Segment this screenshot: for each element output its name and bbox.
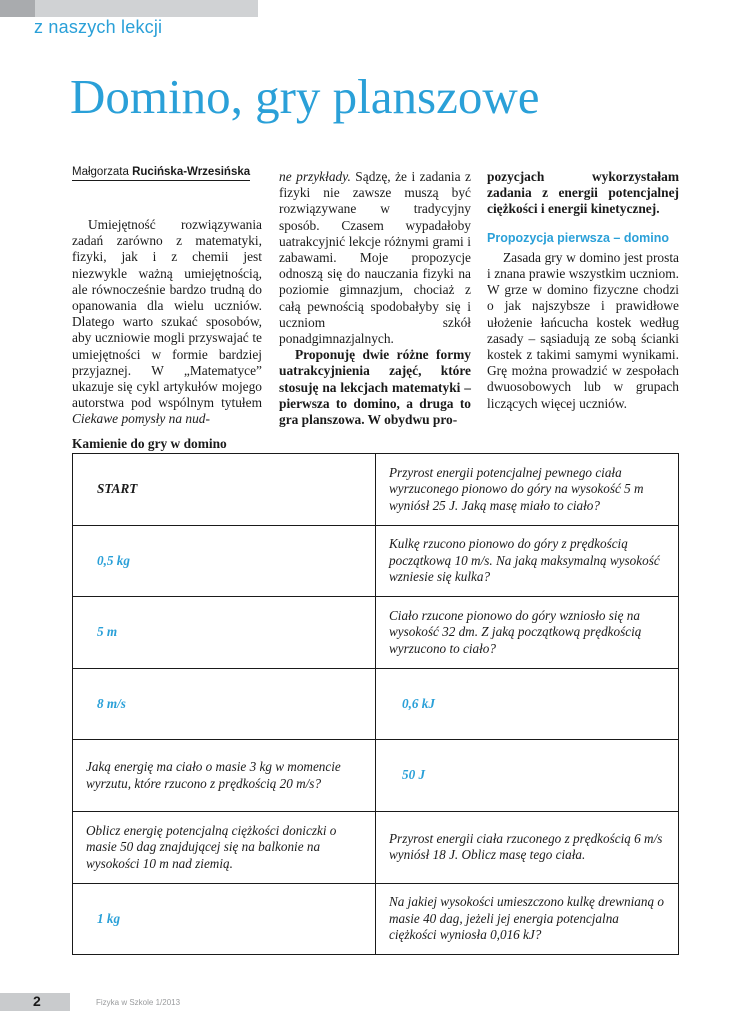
table-row	[73, 454, 679, 526]
domino-cell-left: Jaką energię ma ciało o masie 3 kg w momencie wyrzutu, które rzucono z prędkością 20 m/s?	[73, 740, 376, 812]
table-row	[73, 740, 679, 812]
table-row	[73, 597, 679, 669]
paragraph	[279, 347, 471, 428]
page-title: Domino, gry planszowe	[70, 69, 540, 124]
paragraph-bold: pozycjach wykorzystałam zadania z energii potencjalnej ciężkości i energii kinetycznej.	[487, 169, 679, 217]
article-column-3	[487, 169, 679, 412]
domino-cell-left: 0,5 kg	[73, 525, 376, 597]
domino-table	[72, 453, 679, 955]
domino-cell-right: Na jakiej wysokości umieszczono kulkę drewnianą o masie 40 dag, jeżeli jej energia potencjalna ciężkości wyniosła 0,016 kJ?	[376, 883, 679, 955]
author-byline	[72, 165, 250, 181]
author-last-name: Rucińska-Wrzesińska	[132, 166, 251, 178]
table-row	[73, 525, 679, 597]
paragraph	[72, 217, 262, 428]
domino-cell-right: Kulkę rzucono pionowo do góry z prędkością początkową 10 m/s. Na jaką maksymalną wysokość wzniesie się kulka?	[376, 525, 679, 597]
paragraph-italic: Ciekawe pomysły na nud-	[72, 411, 210, 427]
subheading: Propozycja pierwsza – domino	[487, 230, 669, 245]
domino-cell-left: START	[73, 454, 376, 526]
domino-cell-left: 1 kg	[73, 883, 376, 955]
table-row	[73, 668, 679, 740]
paragraph-bold: Proponuję dwie różne formy uatrakcyjnienia zajęć, które stosuję na lekcjach matematyki – pierwsza to domino, a druga to gra planszowa. W obydwu pro-	[279, 347, 471, 428]
paragraph-text: Umiejętność rozwiązywania zadań zarówno z matematyki, fizyki, jak i z chemii jest niezwykle ważną umiejętnością, ale równocześnie bardzo trudną do opanowania dla wielu uczniów. Dlatego warto szukać sposobów, aby uczniowie mogli przyswajać te umiejętności w formie bardziej przyjaznej. W „Matematyce” ukazuje się cykl artykułów mojego autorstwa pod wspólnym tytułem	[72, 217, 262, 411]
domino-cell-left: 5 m	[73, 597, 376, 669]
paragraph-text: Sądzę, że i zadania z fizyki nie zawsze muszą być rozwiązywane w tradycyjny sposób. Czasem wypadałoby uatrakcyjnić lekcje różnymi grami i zabawami. Moje propozycje odnoszą się do nauczania fizyki na poziomie gimnazjum, chociaż z całą pewnością spodobałyby się i uczniom szkół ponadgimnazjalnych.	[279, 169, 471, 347]
domino-cell-right: Przyrost energii potencjalnej pewnego ciała wyrzuconego pionowo do góry na wysokość 5 m wyniósł 25 J. Jaką masę miało to ciało?	[376, 454, 679, 526]
table-row	[73, 883, 679, 955]
header-bar	[0, 0, 258, 17]
table-row	[73, 811, 679, 883]
page-number: 2	[33, 993, 41, 1009]
paragraph	[487, 169, 679, 218]
paragraph-italic: ne przykłady.	[279, 169, 351, 184]
journal-name: Fizyka w Szkole 1/2013	[96, 998, 181, 1007]
article-column-1	[72, 217, 262, 428]
domino-cell-right: 50 J	[376, 740, 679, 812]
domino-cell-right: 0,6 kJ	[376, 668, 679, 740]
header-bar-accent	[0, 0, 35, 17]
author-first-name: Małgorzata	[72, 166, 129, 178]
paragraph	[279, 169, 471, 347]
table-caption: Kamienie do gry w domino	[72, 436, 227, 451]
section-label: z naszych lekcji	[34, 17, 163, 37]
paragraph: Zasada gry w domino jest prosta i znana prawie wszystkim uczniom. W grze w domino fizyczne chodzi o jak najszybsze i prawidłowe ułożenie łańcucha kostek według zasady – sąsiadują ze sobą ścianki kostek z takimi samymi wynikami. Grę można prowadzić w zespołach dwuosobowych lub w grupach liczących więcej uczniów.	[487, 249, 679, 411]
domino-cell-right: Ciało rzucone pionowo do góry wzniosło się na wysokość 32 dm. Z jaką początkową prędkością wyrzucono to ciało?	[376, 597, 679, 669]
article-column-2	[279, 169, 471, 428]
domino-cell-left: Oblicz energię potencjalną ciężkości doniczki o masie 50 dag znajdującej się na balkonie na wysokości 10 m nad ziemią.	[73, 811, 376, 883]
domino-cell-left: 8 m/s	[73, 668, 376, 740]
domino-cell-right: Przyrost energii ciała rzuconego z prędkością 6 m/s wyniósł 18 J. Oblicz masę tego ciała.	[376, 811, 679, 883]
